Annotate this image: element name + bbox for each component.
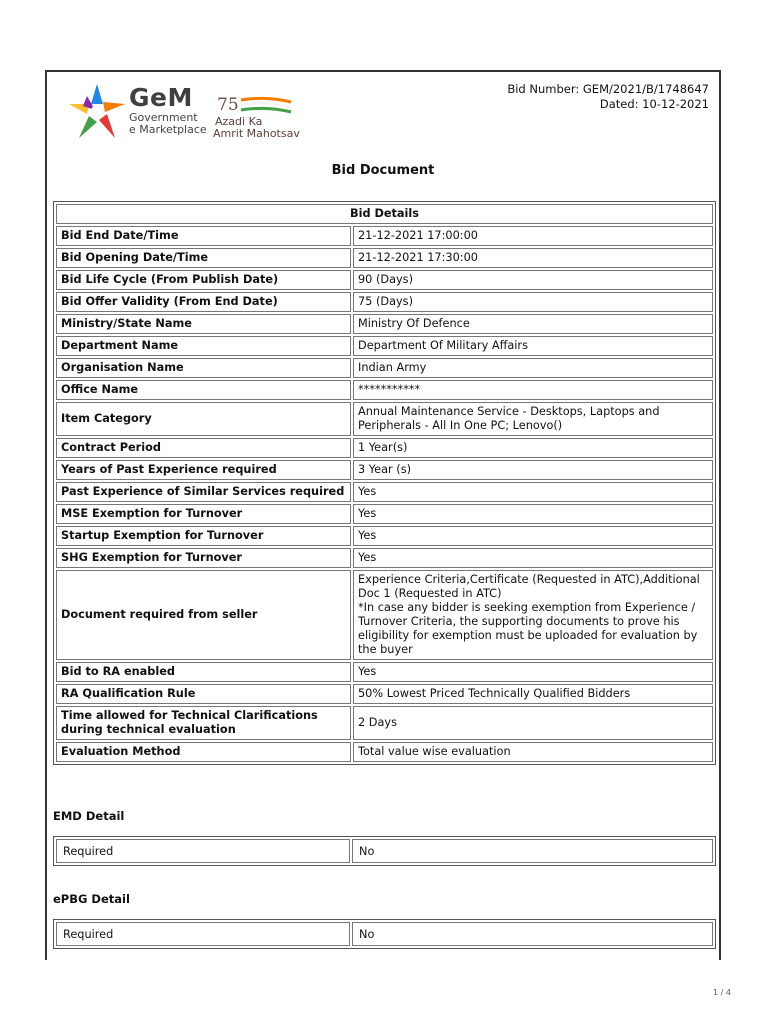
row-label: Evaluation Method xyxy=(56,742,351,762)
row-value: Ministry Of Defence xyxy=(353,314,713,334)
bid-meta xyxy=(507,82,709,112)
row-value: *********** xyxy=(353,380,713,400)
table-row xyxy=(56,438,713,458)
epbg-detail-heading: ePBG Detail xyxy=(53,892,130,906)
table-row xyxy=(56,706,713,740)
row-value: 21-12-2021 17:30:00 xyxy=(353,248,713,268)
row-value: Yes xyxy=(353,482,713,502)
bid-details-heading: Bid Details xyxy=(56,204,713,224)
row-value: Indian Army xyxy=(353,358,713,378)
logo-area xyxy=(67,82,327,142)
table-row xyxy=(56,292,713,312)
table-row xyxy=(56,839,713,863)
document-frame xyxy=(45,70,721,960)
emd-required-label: Required xyxy=(56,839,350,863)
row-label: Time allowed for Technical Clarifications during technical evaluation xyxy=(56,706,351,740)
epbg-required-value: No xyxy=(352,922,713,946)
azadi-line-2: Amrit Mahotsav xyxy=(213,127,300,140)
table-row xyxy=(56,482,713,502)
row-value: Yes xyxy=(353,548,713,568)
row-value: 21-12-2021 17:00:00 xyxy=(353,226,713,246)
gem-star-logo-icon xyxy=(67,82,127,142)
table-row xyxy=(56,358,713,378)
row-label: Bid Life Cycle (From Publish Date) xyxy=(56,270,351,290)
table-row xyxy=(56,226,713,246)
row-label: SHG Exemption for Turnover xyxy=(56,548,351,568)
row-value: Department Of Military Affairs xyxy=(353,336,713,356)
azadi-line-1: Azadi Ka xyxy=(215,115,263,128)
table-row xyxy=(56,684,713,704)
table-row xyxy=(56,526,713,546)
table-row xyxy=(56,336,713,356)
row-value: 3 Year (s) xyxy=(353,460,713,480)
row-label: Bid Opening Date/Time xyxy=(56,248,351,268)
row-label: RA Qualification Rule xyxy=(56,684,351,704)
emd-detail-heading: EMD Detail xyxy=(53,809,125,823)
table-row xyxy=(56,662,713,682)
row-label: Bid Offer Validity (From End Date) xyxy=(56,292,351,312)
row-label: Past Experience of Similar Services required xyxy=(56,482,351,502)
row-value xyxy=(353,570,713,660)
row-label: Startup Exemption for Turnover xyxy=(56,526,351,546)
row-value: 90 (Days) xyxy=(353,270,713,290)
emd-required-value: No xyxy=(352,839,713,863)
table-row xyxy=(56,248,713,268)
row-value: 75 (Days) xyxy=(353,292,713,312)
table-row xyxy=(56,742,713,762)
table-row xyxy=(56,570,713,660)
row-value: Annual Maintenance Service - Desktops, Laptops and Peripherals - All In One PC; Lenovo() xyxy=(353,402,713,436)
row-label: Item Category xyxy=(56,402,351,436)
table-row xyxy=(56,922,713,946)
row-label: Years of Past Experience required xyxy=(56,460,351,480)
bid-details-table xyxy=(53,201,716,765)
row-label: Department Name xyxy=(56,336,351,356)
epbg-required-label: Required xyxy=(56,922,350,946)
azadi-ka-amrit-mahotsav-logo-icon xyxy=(211,94,321,142)
bid-dated: Dated: 10-12-2021 xyxy=(599,97,709,111)
exemption-note: *In case any bidder is seeking exemption from Experience / Turnover Criteria, the supporting documents to prove his eligibility for exemption must be uploaded for evaluation by the buyer xyxy=(358,601,698,656)
table-row xyxy=(56,270,713,290)
documents-required: Experience Criteria,Certificate (Requested in ATC),Additional Doc 1 (Requested in ATC) xyxy=(358,573,700,600)
table-row xyxy=(56,504,713,524)
row-label: Ministry/State Name xyxy=(56,314,351,334)
bid-details-heading-row xyxy=(56,204,713,224)
row-label: Bid to RA enabled xyxy=(56,662,351,682)
row-value: Total value wise evaluation xyxy=(353,742,713,762)
page-number: 1 / 4 xyxy=(713,988,731,997)
row-label: Bid End Date/Time xyxy=(56,226,351,246)
row-label: Contract Period xyxy=(56,438,351,458)
row-value: Yes xyxy=(353,526,713,546)
gem-subtitle-1: Government xyxy=(129,111,198,124)
gem-title: GeM xyxy=(129,83,193,112)
row-value: 2 Days xyxy=(353,706,713,740)
gem-logo-text xyxy=(129,84,207,136)
document-title: Bid Document xyxy=(331,163,435,178)
row-value: 50% Lowest Priced Technically Qualified Bidders xyxy=(353,684,713,704)
row-value: 1 Year(s) xyxy=(353,438,713,458)
bid-number: Bid Number: GEM/2021/B/1748647 xyxy=(507,82,709,96)
row-label: Document required from seller xyxy=(56,570,351,660)
epbg-detail-table xyxy=(53,919,716,949)
gem-subtitle-2: e Marketplace xyxy=(129,123,207,136)
row-label: Office Name xyxy=(56,380,351,400)
row-label: Organisation Name xyxy=(56,358,351,378)
svg-text:75: 75 xyxy=(217,95,239,115)
table-row xyxy=(56,402,713,436)
table-row xyxy=(56,380,713,400)
table-row xyxy=(56,460,713,480)
row-value: Yes xyxy=(353,504,713,524)
table-row xyxy=(56,548,713,568)
table-row xyxy=(56,314,713,334)
emd-detail-table xyxy=(53,836,716,866)
row-label: MSE Exemption for Turnover xyxy=(56,504,351,524)
row-value: Yes xyxy=(353,662,713,682)
